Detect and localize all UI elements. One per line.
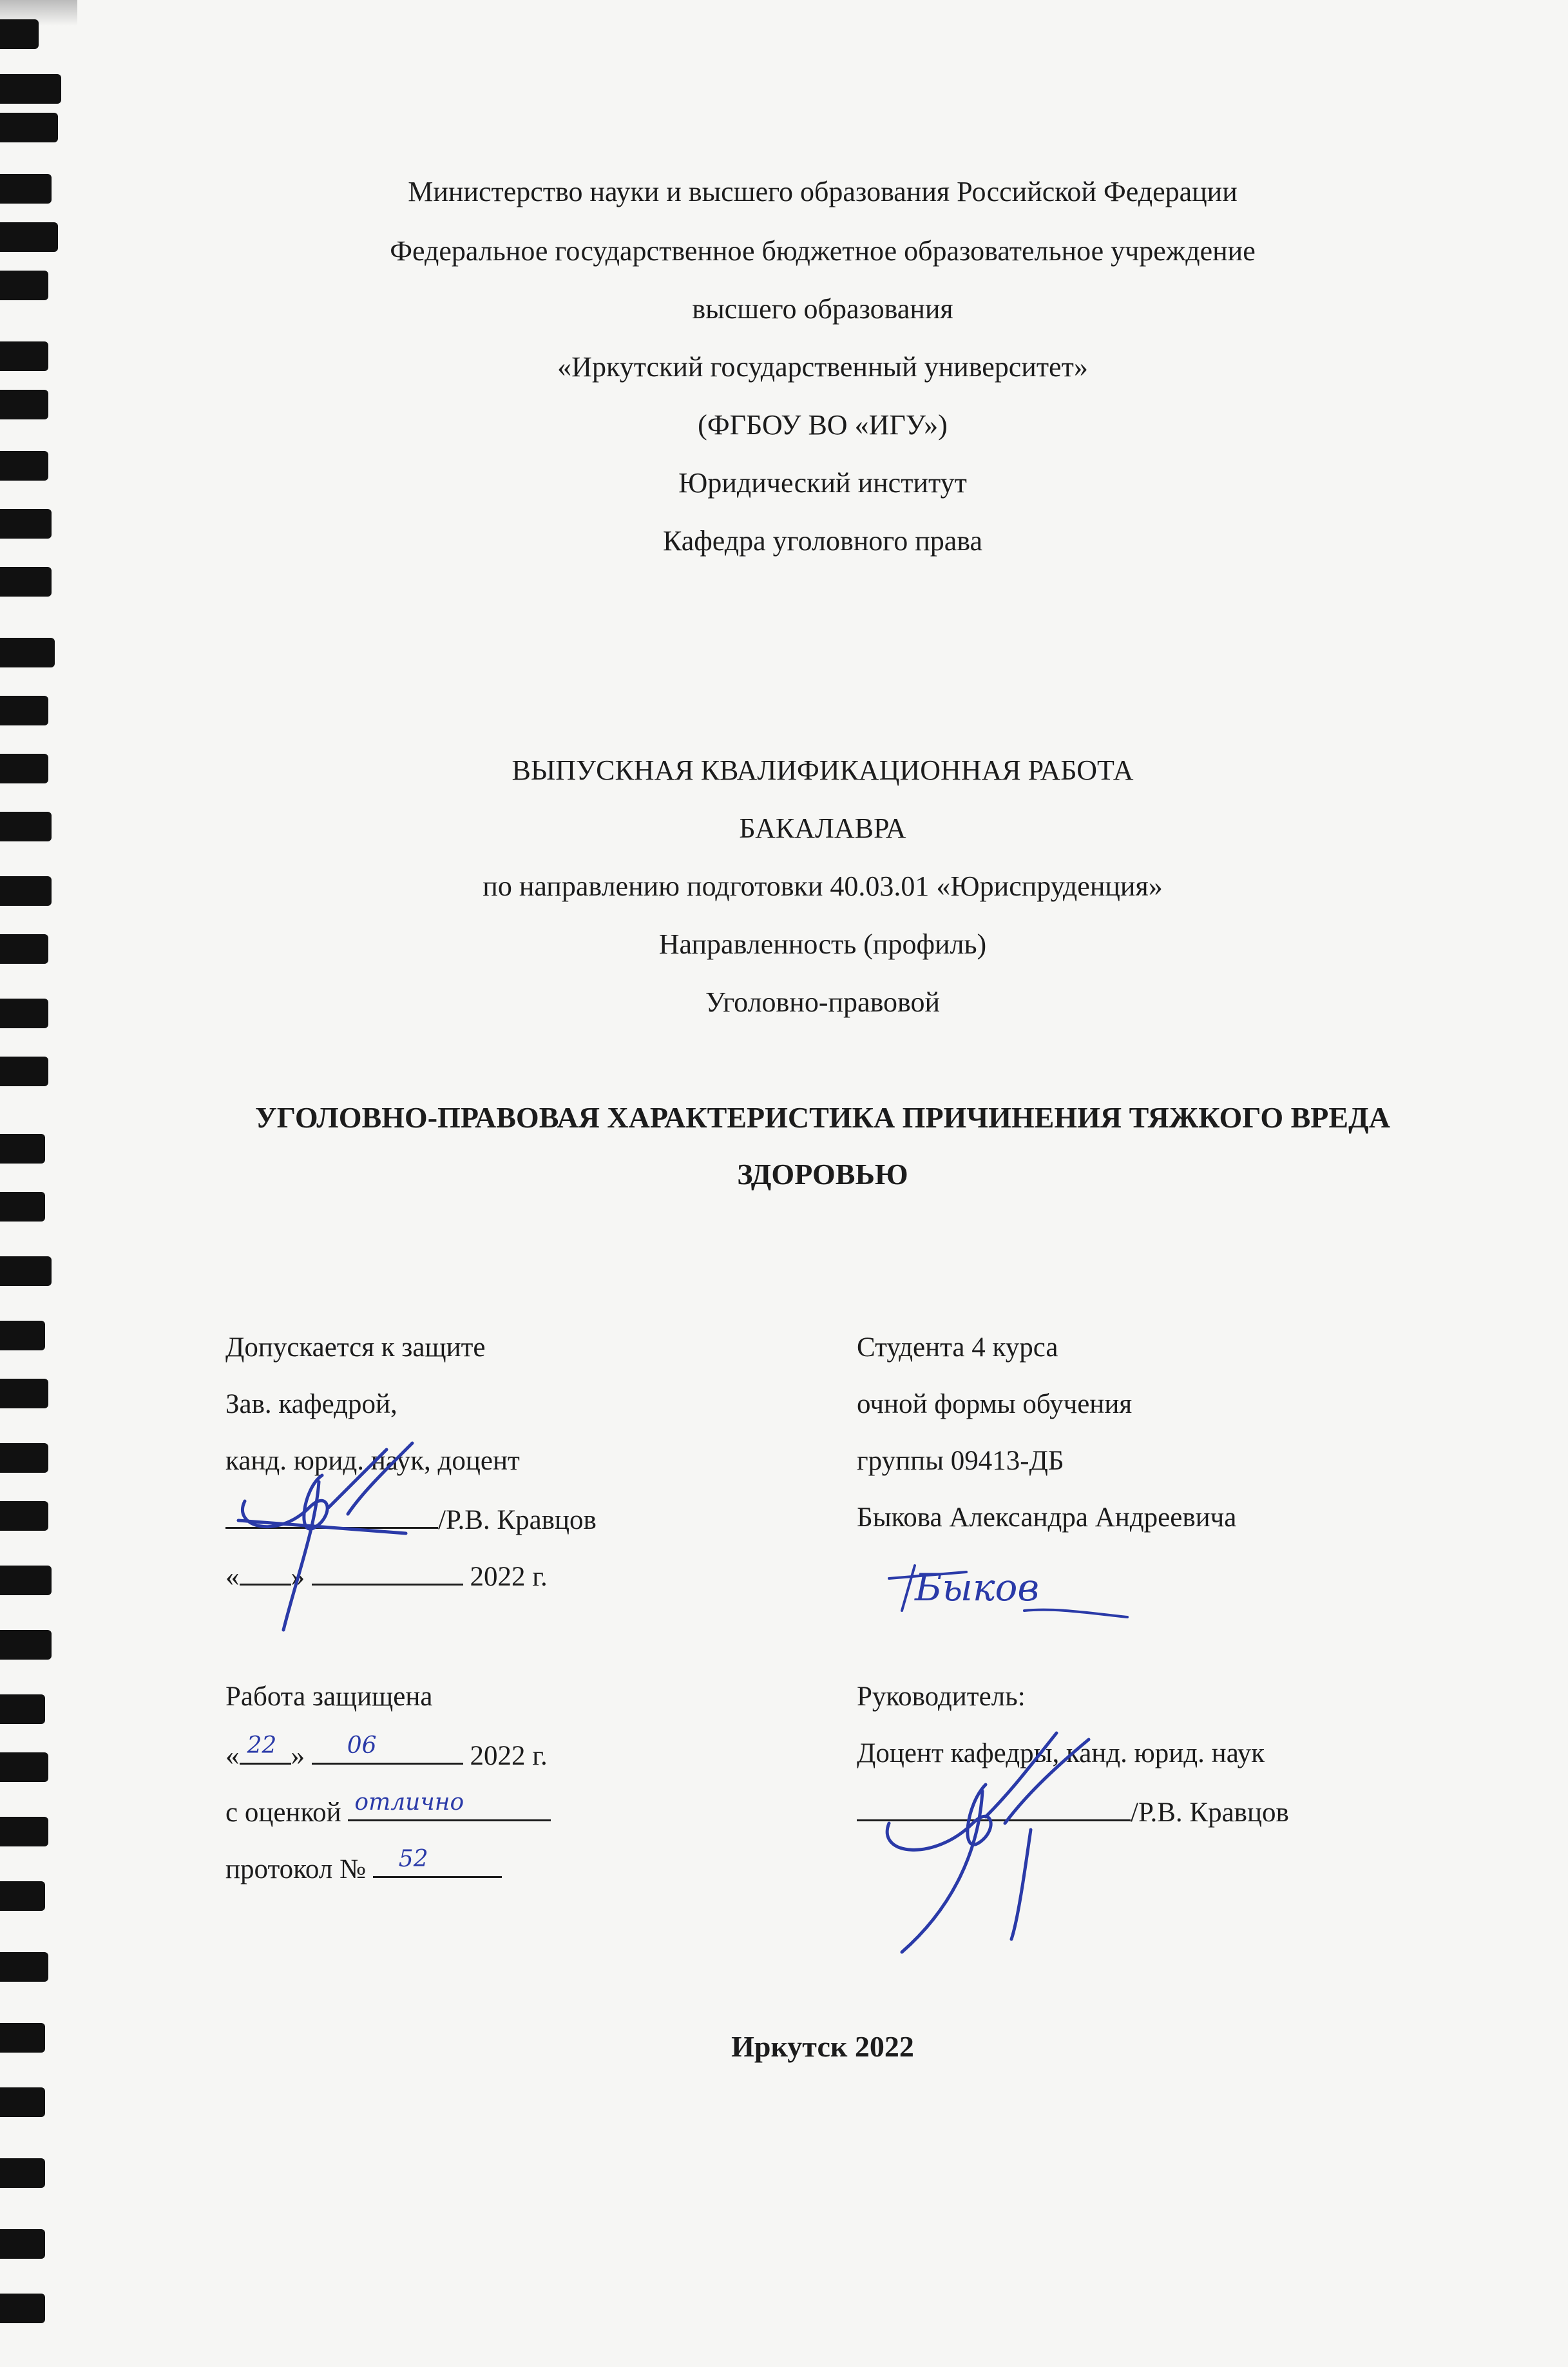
binding-ring [0,1881,45,1911]
study-form: очной формы обучения [857,1389,1133,1419]
direction-line: по направлению подготовки 40.03.01 «Юриспруденция» [483,870,1163,902]
education-level-line: высшего образования [692,293,953,325]
grade-handwritten: отлично [354,1789,464,1816]
university-abbr: (ФГБОУ ВО «ИГУ») [698,409,948,441]
work-type-line2: БАКАЛАВРА [739,812,906,844]
binding-ring [0,696,48,725]
binding-ring [0,2294,45,2323]
defense-year: 2022 г. [470,1741,548,1771]
quote-close: » [291,1562,305,1592]
protocol-blank [373,1846,502,1878]
admitted-label: Допускается к защите [225,1332,486,1363]
binding-ring [0,1566,52,1595]
supervisor-name: /Р.В. Кравцов [1131,1797,1289,1828]
binding-ring [0,113,58,142]
department-line: Кафедра уголовного права [662,525,983,557]
head-degree: канд. юрид. наук, доцент [225,1446,520,1476]
binding-ring [0,1952,48,1982]
head-signature [219,1437,451,1643]
head-label: Зав. кафедрой, [225,1389,397,1419]
binding-ring [0,1192,45,1222]
institution-type-line: Федеральное государственное бюджетное образовательное учреждение [390,235,1256,267]
binding-ring [0,1256,52,1286]
ministry-line: Министерство науки и высшего образования Российской Федерации [408,176,1238,207]
head-name: /Р.В. Кравцов [438,1505,597,1535]
profile-value: Уголовно-правовой [705,986,941,1018]
quote-open: « [225,1741,240,1771]
binding-ring [0,1321,45,1350]
student-signature-stroke [876,1553,1147,1624]
defense-month-handwritten: 06 [347,1732,377,1759]
binding-ring [0,1817,48,1846]
grade-line [225,1789,551,1828]
binding-ring [0,1379,48,1408]
protocol-line [225,1846,502,1884]
binding-ring [0,2087,45,2117]
binding-ring [0,1630,52,1660]
university-line: «Иркутский государственный университет» [557,351,1088,383]
binding-ring [0,1443,48,1473]
binding-ring [0,2158,45,2188]
student-name: Быкова Александра Андреевича [857,1502,1237,1533]
grade-label: с оценкой [225,1797,341,1828]
binding-ring [0,638,55,667]
grade-blank [348,1789,551,1821]
defense-date-line [225,1732,548,1771]
binding-ring [0,1501,48,1531]
month-blank [312,1732,463,1765]
binding-ring [0,19,39,49]
quote-open: « [225,1562,240,1592]
protocol-handwritten: 52 [398,1846,428,1872]
supervisor-label: Руководитель: [857,1682,1026,1712]
student-signature: Быков [915,1566,1040,1609]
defended-label: Работа защищена [225,1682,433,1712]
thesis-title-line1: УГОЛОВНО-ПРАВОВАЯ ХАРАКТЕРИСТИКА ПРИЧИНЕНИЯ ТЯЖКОГО ВРЕДА [255,1101,1390,1134]
institute-line: Юридический институт [678,467,967,499]
profile-label: Направленность (профиль) [658,928,987,960]
binding-ring [0,567,52,597]
binding-ring [0,74,61,104]
student-group: группы 09413-ДБ [857,1446,1064,1476]
day-blank [240,1732,291,1765]
admission-year: 2022 г. [470,1562,548,1592]
defense-day-handwritten: 22 [247,1732,277,1759]
thesis-title-line2: ЗДОРОВЬЮ [737,1158,908,1191]
supervisor-signature [863,1727,1108,1959]
binding-ring [0,1752,48,1782]
work-type-line1: ВЫПУСКНАЯ КВАЛИФИКАЦИОННАЯ РАБОТА [512,754,1134,786]
binding-ring [0,1694,45,1724]
student-course: Студента 4 курса [857,1332,1058,1363]
binding-ring [0,2229,45,2259]
quote-close: » [291,1741,305,1771]
protocol-label: протокол № [225,1854,367,1884]
binding-ring [0,1057,48,1086]
supervisor-title: Доцент кафедры, канд. юрид. наук [857,1738,1265,1768]
city-year: Иркутск 2022 [731,2030,914,2063]
